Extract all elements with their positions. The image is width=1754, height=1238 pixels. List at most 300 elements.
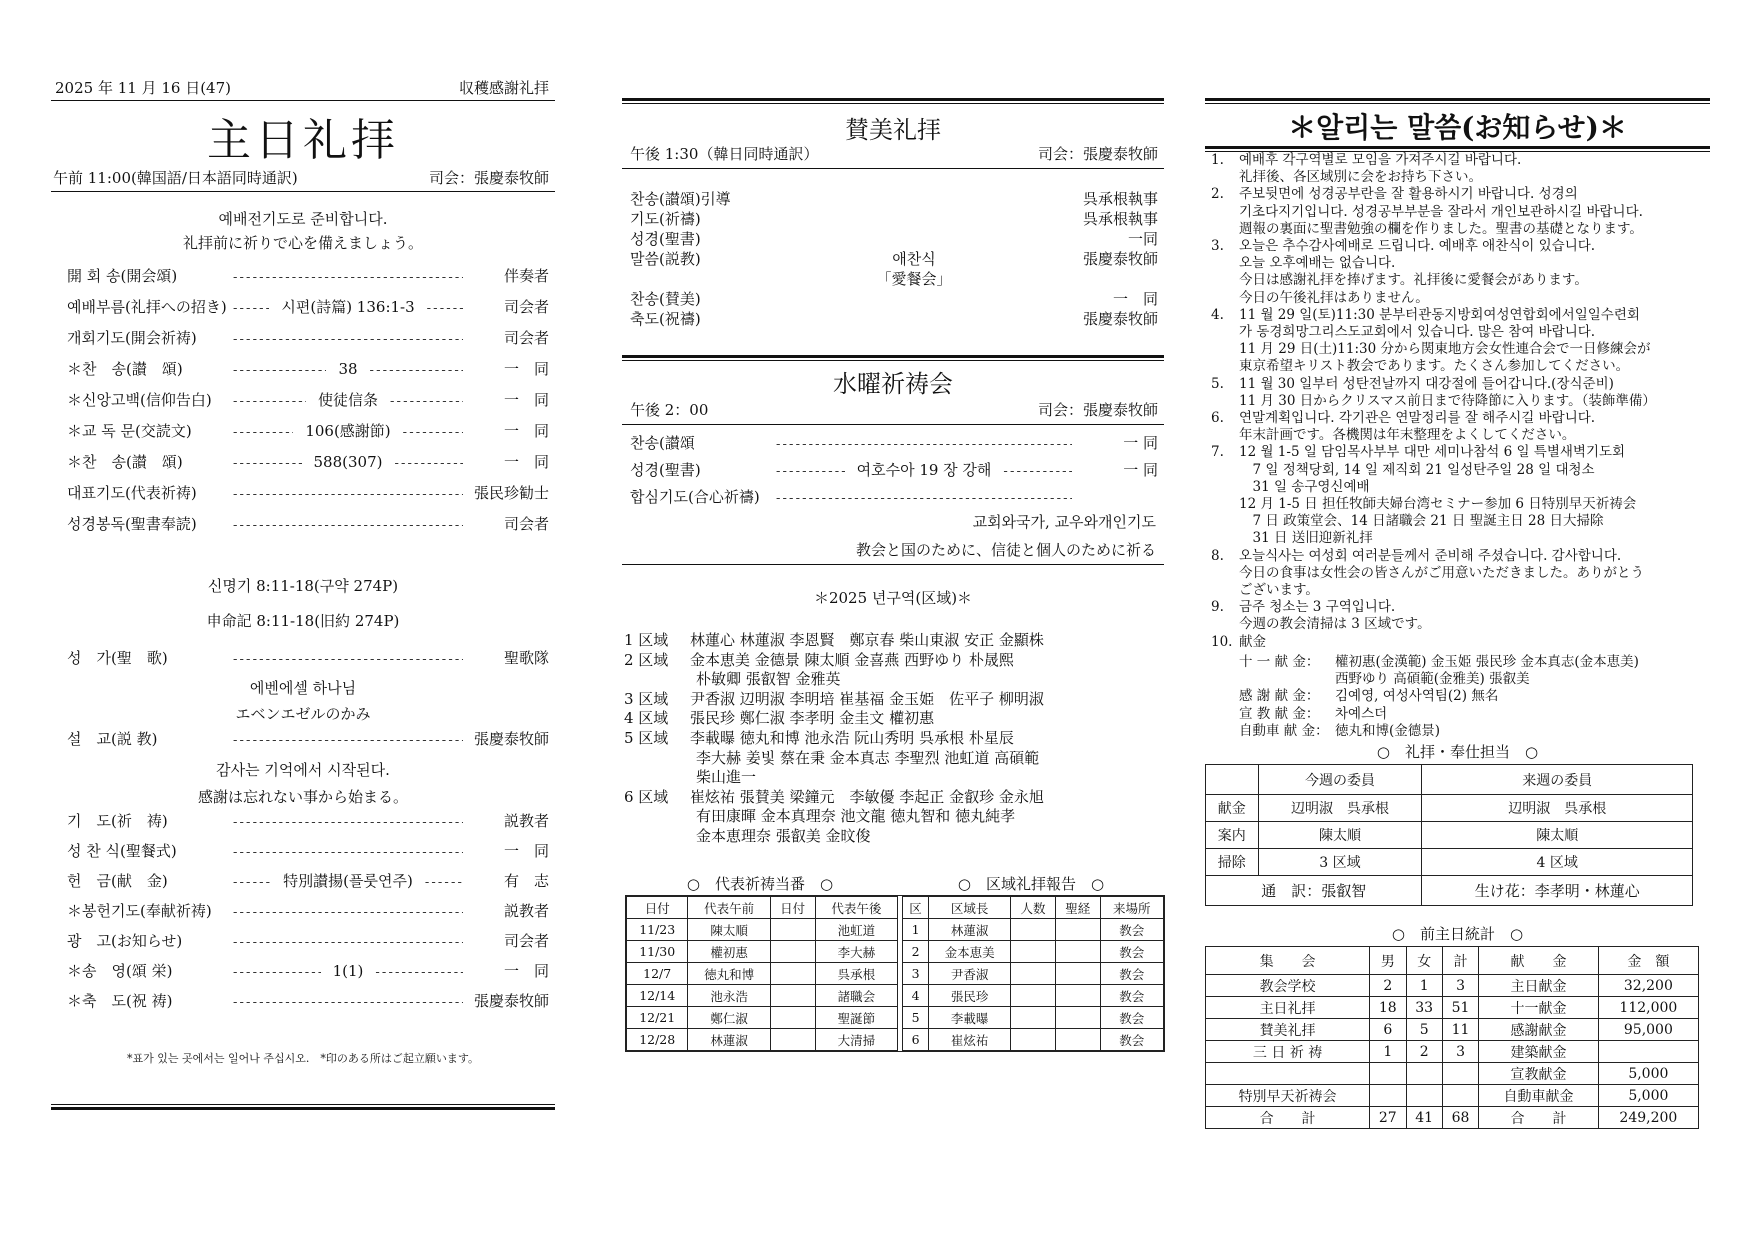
choir-row bbox=[67, 647, 549, 681]
interpreter: 通 訳：張叡智 bbox=[1206, 876, 1422, 906]
program-item bbox=[67, 840, 549, 870]
notice-text: 11 月 29 日(土)11:30 分から関東地方会女性連合会で一日修練会が bbox=[1239, 341, 1651, 358]
notice-line bbox=[1211, 496, 1716, 513]
district-members: 李大赫 姜빛 蔡在秉 金本真志 李聖烈 池虹道 高碩範 bbox=[696, 748, 1040, 767]
table-cell bbox=[770, 963, 815, 985]
table-row bbox=[903, 1029, 1164, 1051]
program-item bbox=[630, 308, 1158, 328]
prep-ja: 礼拝前に祈りで心を備えましょう。 bbox=[182, 234, 423, 252]
duty-frame bbox=[1205, 764, 1693, 906]
district-members: 崔炫祐 張賛美 梁鐘元 李敏優 李起正 金叡珍 金永旭 bbox=[690, 787, 1044, 806]
program-label: 찬송(讃頌 bbox=[630, 434, 695, 452]
table-cell: 11 bbox=[1442, 1019, 1478, 1041]
table-cell bbox=[770, 985, 815, 1007]
table-cell: 教会 bbox=[1100, 1007, 1163, 1029]
table-cell: 11/30 bbox=[627, 941, 688, 963]
program-label: ＊찬 송(讃 頌) bbox=[67, 360, 183, 378]
table-header: 日付 bbox=[627, 897, 688, 919]
program-leader: 一 同 bbox=[1112, 290, 1158, 308]
table-header: 今週の委員 bbox=[1258, 765, 1422, 795]
leader-dots bbox=[233, 932, 463, 950]
program-leader: 一 同 bbox=[504, 962, 550, 980]
program-leader: 張慶泰牧師 bbox=[1082, 250, 1158, 268]
table-row bbox=[1206, 795, 1693, 822]
program-item bbox=[630, 208, 1158, 228]
table-cell bbox=[1406, 1063, 1442, 1085]
district-row bbox=[624, 730, 1164, 750]
district-members: 林蓮心 林蓮淑 李恩賢 鄭京春 柴山東淑 安正 金顯株 bbox=[690, 631, 1044, 649]
table-cell bbox=[1370, 1063, 1406, 1085]
table-cell bbox=[1011, 919, 1056, 941]
table-cell: 3 区域 bbox=[1258, 849, 1422, 876]
program-leader: 一 同 bbox=[504, 391, 550, 409]
table-cell: 12/21 bbox=[627, 1007, 688, 1029]
notice-text: 12 月 1-5 日 担任牧師夫婦台湾セミナー参加 6 日特別早天祈祷会 bbox=[1239, 496, 1637, 513]
program-item bbox=[67, 870, 549, 900]
leader-dots bbox=[233, 730, 463, 748]
leader-dots bbox=[776, 488, 1072, 506]
table-header: 聖経 bbox=[1055, 897, 1100, 919]
table-cell bbox=[1598, 1041, 1698, 1063]
notice-text: 예배후 각구역별로 모임을 가져주시길 바랍니다. bbox=[1239, 152, 1522, 168]
district-name bbox=[624, 808, 696, 828]
program-item bbox=[67, 451, 549, 482]
table-cell: 2 bbox=[903, 941, 929, 963]
table-row bbox=[627, 919, 898, 941]
district-name: 2 区域 bbox=[624, 650, 669, 669]
table-header: 計 bbox=[1442, 947, 1478, 975]
table-cell: 林蓮淑 bbox=[688, 1029, 770, 1051]
offering-line bbox=[1239, 688, 1639, 705]
notice-line bbox=[1211, 255, 1716, 272]
table-cell bbox=[770, 1007, 815, 1029]
sermon-row bbox=[67, 728, 549, 762]
table-header: 男 bbox=[1370, 947, 1406, 975]
bulletin-date: 2025 年 11 月 16 日(47) bbox=[55, 79, 231, 97]
district-row bbox=[624, 652, 1164, 672]
program-leader: 一 同 bbox=[503, 842, 549, 860]
leader-dots bbox=[233, 267, 463, 285]
table-cell bbox=[1055, 1007, 1100, 1029]
program-leader: 説教者 bbox=[503, 812, 549, 830]
district-name: 4 区域 bbox=[624, 709, 669, 728]
notice-line bbox=[1211, 358, 1716, 375]
table-cell: 池虹道 bbox=[815, 919, 897, 941]
tables-frame bbox=[625, 895, 1165, 1052]
notice-text: 7 日 政策堂会、14 日諸職会 21 日 聖誕主日 28 日大掃除 bbox=[1239, 513, 1604, 530]
table-cell: 68 bbox=[1442, 1107, 1478, 1129]
notice-text: 12 월 1-5 일 담임목사부부 대만 세미나참석 6 일 특별새벽기도회 bbox=[1239, 444, 1626, 461]
program-item bbox=[67, 389, 549, 420]
program-leader: 司会者 bbox=[503, 329, 549, 347]
table-cell: 51 bbox=[1442, 997, 1478, 1019]
duty-table bbox=[626, 896, 898, 1051]
leader-dots bbox=[1003, 461, 1072, 479]
table-cell: 3 bbox=[1442, 975, 1478, 997]
district-members: 張民珍 鄭仁淑 李孝明 金圭文 權初惠 bbox=[690, 709, 935, 728]
program-label: 찬송(讃頌)引導 bbox=[630, 190, 731, 208]
leader-dots bbox=[233, 391, 306, 409]
program-item bbox=[67, 728, 549, 762]
notice-line bbox=[1211, 221, 1716, 238]
table-cell bbox=[1011, 941, 1056, 963]
stats-heading: ○ 前主日統計 ○ bbox=[1391, 925, 1524, 943]
table-cell: 陳太順 bbox=[1258, 822, 1422, 849]
program-label: 성 찬 식(聖餐式) bbox=[67, 842, 177, 860]
program-item bbox=[67, 327, 549, 358]
praise-title: 賛美礼拝 bbox=[845, 116, 941, 144]
program-leader: 有 志 bbox=[504, 872, 550, 890]
notices-title: ＊알리는 말씀(お知らせ)＊ bbox=[1288, 111, 1627, 144]
table-cell: 特別早天祈祷会 bbox=[1206, 1085, 1370, 1107]
program-leader: 一 同 bbox=[503, 422, 549, 440]
table-row bbox=[1206, 997, 1699, 1019]
table-cell: 12/28 bbox=[627, 1029, 688, 1051]
program-label: 축도(祝禱) bbox=[630, 310, 701, 328]
divider bbox=[622, 564, 1164, 565]
table-cell: 5 bbox=[903, 1007, 929, 1029]
table-cell: 1 bbox=[903, 919, 929, 941]
leader-dots bbox=[233, 360, 326, 378]
table-cell: 三 日 祈 祷 bbox=[1206, 1041, 1370, 1063]
table-cell: 主日献金 bbox=[1479, 975, 1599, 997]
table-cell: 建築献金 bbox=[1479, 1041, 1599, 1063]
wed-time: 午後 2：00 bbox=[630, 401, 709, 419]
district-members: 柴山進一 bbox=[696, 768, 757, 787]
notice-line bbox=[1211, 186, 1716, 203]
notice-text: 週報の裏面に聖書勉強の欄を作りました。聖書の基礎となります。 bbox=[1239, 220, 1643, 237]
choir-ja: エベンエゼルのかみ bbox=[235, 705, 371, 723]
notice-line bbox=[1211, 427, 1716, 444]
sermon-ja: 感謝は忘れない事から始まる。 bbox=[197, 788, 408, 806]
table-cell: 合 計 bbox=[1479, 1107, 1599, 1129]
program-item bbox=[630, 228, 1158, 248]
program-leader: 一 同 bbox=[503, 453, 549, 471]
notice-text: 礼拝後、各区域別に会をお持ち下さい。 bbox=[1239, 169, 1482, 186]
table-cell: 十一献金 bbox=[1479, 997, 1599, 1019]
leader-dots bbox=[776, 434, 1072, 452]
notice-text: 7 일 정책당회, 14 일 제직회 21 일성탄주일 28 일 대청소 bbox=[1239, 461, 1595, 478]
program-label: 開 회 송(開会頌) bbox=[67, 267, 178, 285]
notice-text: 가 동경희망그리스도교회에서 있습니다. 많은 참여 바랍니다. bbox=[1239, 324, 1596, 341]
notice-number: 1. bbox=[1211, 152, 1224, 168]
table-cell bbox=[1370, 1085, 1406, 1107]
notice-number: 9. bbox=[1211, 599, 1224, 616]
praise-time-line bbox=[630, 146, 1158, 163]
table-header: 代表午後 bbox=[815, 897, 897, 919]
table-cell bbox=[1442, 1063, 1478, 1085]
program-label: 찬송(賛美) bbox=[630, 290, 701, 308]
program-item bbox=[67, 296, 549, 327]
wed-prayer-ko: 교회와국가, 교우와개인기도 bbox=[972, 513, 1156, 531]
table-cell: 教会 bbox=[1100, 985, 1163, 1007]
service-type: 収穫感謝礼拝 bbox=[458, 79, 549, 97]
offering-label: 感 謝 献 金： bbox=[1239, 688, 1320, 705]
table-cell: 權初惠 bbox=[688, 941, 770, 963]
district-members: 金本恵美 金德景 陳太順 金喜燕 西野ゆり 朴晟熙 bbox=[690, 650, 1014, 669]
notice-line bbox=[1211, 307, 1716, 324]
table-header bbox=[1206, 765, 1259, 795]
leader-dots bbox=[390, 391, 463, 409]
notice-text: 今週の教会清掃は 3 区域です。 bbox=[1239, 616, 1431, 633]
program-item bbox=[67, 358, 549, 389]
table-cell bbox=[770, 941, 815, 963]
table-cell: 賛美礼拝 bbox=[1206, 1019, 1370, 1041]
notice-line bbox=[1211, 462, 1716, 479]
program-label: 설 교(説 教) bbox=[67, 730, 158, 748]
program-label: 기도(祈禱) bbox=[630, 210, 701, 228]
district-row bbox=[624, 789, 1164, 809]
notice-line bbox=[1211, 616, 1716, 633]
bottom-rule bbox=[51, 1104, 555, 1110]
notice-line bbox=[1211, 565, 1716, 582]
district-members: 朴敏卿 張叡智 金雅英 bbox=[696, 670, 841, 689]
table-cell: 12/14 bbox=[627, 985, 688, 1007]
program-label: ＊축 도(祝 祷) bbox=[67, 992, 173, 1010]
notice-text: 31 일 송구영신예배 bbox=[1239, 478, 1370, 495]
table-cell: 4 区域 bbox=[1422, 849, 1693, 876]
program-item bbox=[630, 486, 1158, 513]
table-cell: 5 bbox=[1406, 1019, 1442, 1041]
stats-table bbox=[1205, 946, 1699, 1129]
table-row bbox=[1206, 1107, 1699, 1129]
table-cell: 李載曝 bbox=[929, 1007, 1011, 1029]
notice-number: 2. bbox=[1211, 186, 1224, 203]
notice-number: 6. bbox=[1211, 410, 1224, 427]
table-row bbox=[627, 1007, 898, 1029]
district-row bbox=[624, 750, 1164, 770]
district-row bbox=[624, 671, 1164, 691]
program-label: 대표기도(代表祈祷) bbox=[67, 484, 197, 502]
report-heading: ○ 区域礼拝報告 ○ bbox=[957, 875, 1105, 893]
table-cell bbox=[1442, 1085, 1478, 1107]
presider: 司会：張慶泰牧師 bbox=[428, 169, 549, 187]
program-leader: 呉承根執事 bbox=[1082, 210, 1158, 228]
notice-line bbox=[1211, 324, 1716, 341]
notices-list bbox=[1211, 152, 1716, 651]
table-row bbox=[627, 985, 898, 1007]
offering-line bbox=[1239, 654, 1639, 671]
divider bbox=[622, 424, 1164, 425]
table-cell bbox=[1011, 1007, 1056, 1029]
district-row bbox=[624, 632, 1164, 652]
wed-prayer-ja: 教会と国のために、信徒と個人のために祈る bbox=[855, 541, 1156, 559]
table-cell bbox=[1055, 1029, 1100, 1051]
notice-text: 今日の午後礼拝はありません。 bbox=[1239, 289, 1429, 306]
table-cell: 鄭仁淑 bbox=[688, 1007, 770, 1029]
notice-text: 11 월 30 일부터 성탄전날까지 대강절에 들어갑니다.(장식준비) bbox=[1239, 375, 1614, 392]
divider bbox=[51, 191, 555, 192]
program-leader: 張慶泰牧師 bbox=[473, 730, 549, 748]
notice-line bbox=[1211, 513, 1716, 530]
program-leader: 一同 bbox=[1127, 230, 1158, 248]
program-item bbox=[67, 930, 549, 960]
table-row bbox=[1206, 849, 1693, 876]
table-header: 日付 bbox=[770, 897, 815, 919]
program-label: ＊교 독 문(交読文) bbox=[67, 422, 192, 440]
table-cell: 尹香淑 bbox=[929, 963, 1011, 985]
table-row bbox=[1206, 1019, 1699, 1041]
district-name: 3 区域 bbox=[624, 689, 669, 708]
weekly-duty-table bbox=[1205, 764, 1693, 906]
notice-number: 5. bbox=[1211, 375, 1224, 392]
praise-program bbox=[630, 188, 1158, 328]
district-row bbox=[624, 710, 1164, 730]
leader-dots bbox=[370, 360, 463, 378]
program-leader: 張民珍勧士 bbox=[473, 484, 549, 502]
table-cell: 11/23 bbox=[627, 919, 688, 941]
district-name bbox=[624, 828, 696, 848]
program-label: 기 도(祈 祷) bbox=[67, 812, 168, 830]
notice-text: 연말계획입니다. 각기관은 연말정리를 잘 해주시길 바랍니다. bbox=[1239, 410, 1596, 427]
offering-names: 차예스더 bbox=[1335, 705, 1388, 722]
table-cell: 辺明淑 呉承根 bbox=[1258, 795, 1422, 822]
program-leader: 司会者 bbox=[504, 298, 550, 316]
table-cell: 案内 bbox=[1206, 822, 1259, 849]
table-cell: 3 bbox=[903, 963, 929, 985]
table-header: 区 bbox=[903, 897, 929, 919]
program-label: 헌 금(献 金) bbox=[67, 872, 168, 890]
offering-line bbox=[1239, 706, 1639, 723]
scripture-ko: 신명기 8:11-18(구약 274P) bbox=[207, 577, 399, 595]
table-cell: 教会 bbox=[1100, 1029, 1163, 1051]
program-leader: 呉承根執事 bbox=[1082, 190, 1158, 208]
program-detail: 38 bbox=[338, 360, 358, 378]
program-item bbox=[630, 268, 1158, 288]
table-cell: 合 計 bbox=[1206, 1107, 1370, 1129]
table-cell: 宣教献金 bbox=[1479, 1063, 1599, 1085]
district-title: ＊2025 년구역(区域)＊ bbox=[813, 589, 973, 607]
notice-line bbox=[1211, 548, 1716, 565]
duty-heading: ○ 礼拝・奉仕担当 ○ bbox=[1376, 743, 1539, 761]
leader-dots bbox=[375, 962, 463, 980]
leader-dots bbox=[233, 515, 463, 533]
table-cell: 教会 bbox=[1100, 919, 1163, 941]
notice-line bbox=[1211, 530, 1716, 547]
flower-arranger: 生け花：李孝明・林蓮心 bbox=[1422, 876, 1693, 906]
table-cell bbox=[1011, 963, 1056, 985]
praise-presider: 司会：張慶泰牧師 bbox=[1037, 145, 1158, 163]
notice-line bbox=[1211, 393, 1716, 410]
table-cell: 2 bbox=[1370, 975, 1406, 997]
table-header: 集 会 bbox=[1206, 947, 1370, 975]
program-label: 말씀(説教) bbox=[630, 250, 701, 268]
leader-dots bbox=[233, 992, 463, 1010]
notice-line bbox=[1211, 479, 1716, 496]
table-cell: 自動車献金 bbox=[1479, 1085, 1599, 1107]
table-cell: 41 bbox=[1406, 1107, 1442, 1129]
program-label: 성 가(聖 歌) bbox=[67, 649, 168, 667]
page-title: 主日礼拝 bbox=[207, 115, 399, 166]
table-cell: 掃除 bbox=[1206, 849, 1259, 876]
leader-dots bbox=[425, 872, 463, 890]
table-cell: 感謝献金 bbox=[1479, 1019, 1599, 1041]
program-leader: 司会者 bbox=[503, 932, 549, 950]
program-detail: 106(感謝節) bbox=[305, 422, 391, 440]
table-row bbox=[1206, 1063, 1699, 1085]
leader-dots bbox=[233, 298, 269, 316]
table-cell: 辺明淑 呉承根 bbox=[1422, 795, 1693, 822]
leader-dots bbox=[233, 484, 463, 502]
program-item bbox=[630, 288, 1158, 308]
table-cell: 1 bbox=[1406, 975, 1442, 997]
notice-text: 献金 bbox=[1239, 633, 1266, 650]
district-name bbox=[624, 671, 696, 691]
leader-dots bbox=[233, 902, 463, 920]
notice-number: 7. bbox=[1211, 444, 1224, 461]
table-cell: 教会 bbox=[1100, 963, 1163, 985]
table-cell bbox=[1055, 985, 1100, 1007]
offering-label: 十 一 献 金： bbox=[1239, 654, 1320, 670]
section-rule bbox=[622, 355, 1164, 361]
notice-line bbox=[1211, 204, 1716, 221]
table-cell: 大清掃 bbox=[815, 1029, 897, 1051]
table-cell: 教会 bbox=[1100, 941, 1163, 963]
table-row bbox=[1206, 822, 1693, 849]
table-cell: 18 bbox=[1370, 997, 1406, 1019]
notice-line bbox=[1211, 410, 1716, 427]
wed-time-line bbox=[630, 402, 1158, 419]
choir-ko: 에벤에셀 하나님 bbox=[249, 679, 357, 697]
service-time-line bbox=[53, 170, 549, 187]
program-leader: 一 同 bbox=[503, 360, 549, 378]
table-row bbox=[903, 941, 1164, 963]
table-cell: 5,000 bbox=[1598, 1085, 1698, 1107]
program-label: ＊신앙고백(信仰告白) bbox=[67, 391, 212, 409]
divider bbox=[622, 168, 1164, 169]
program-detail: 「愛餐会」 bbox=[876, 270, 952, 288]
program-item bbox=[67, 513, 549, 544]
notice-text: 年末計画です。各機関は年末整理をよくしてください。 bbox=[1239, 427, 1576, 444]
top-rule bbox=[1205, 98, 1710, 104]
notice-text: 東京希望キリスト教会であります。たくさん参加してください。 bbox=[1239, 358, 1630, 375]
table-cell: 徳丸和博 bbox=[688, 963, 770, 985]
program-detail: 시편(詩篇) 136:1-3 bbox=[281, 298, 415, 316]
leader-dots bbox=[233, 453, 302, 471]
notice-line bbox=[1211, 599, 1716, 616]
notice-line bbox=[1211, 341, 1716, 358]
praise-time: 午後 1:30（韓日同時通訳） bbox=[630, 145, 819, 163]
offering-list bbox=[1239, 654, 1639, 740]
program-detail: 여호수아 19 장 강해 bbox=[856, 461, 992, 479]
leader-dots bbox=[233, 649, 463, 667]
notice-text: 오늘은 추수감사예배로 드립니다. 예배후 애찬식이 있습니다. bbox=[1239, 238, 1596, 255]
notice-line bbox=[1211, 634, 1716, 651]
table-cell: 聖誕節 bbox=[815, 1007, 897, 1029]
order-of-service-2 bbox=[67, 810, 549, 1020]
program-detail: 1(1) bbox=[332, 962, 364, 980]
district-name: 1 区域 bbox=[624, 631, 669, 649]
program-leader: 司会者 bbox=[503, 515, 549, 533]
leader-dots bbox=[427, 298, 463, 316]
notice-number: 8. bbox=[1211, 547, 1224, 564]
district-row bbox=[624, 808, 1164, 828]
program-item bbox=[67, 265, 549, 296]
table-cell: 3 bbox=[1442, 1041, 1478, 1063]
table-cell bbox=[1055, 963, 1100, 985]
notice-line bbox=[1211, 272, 1716, 289]
program-leader: 張慶泰牧師 bbox=[473, 992, 549, 1010]
notice-line bbox=[1211, 290, 1716, 307]
notice-text: 오늘 오후예배는 없습니다. bbox=[1239, 255, 1396, 272]
table-cell: 教会学校 bbox=[1206, 975, 1370, 997]
table-cell: 95,000 bbox=[1598, 1019, 1698, 1041]
district-name bbox=[624, 750, 696, 770]
district-row bbox=[624, 769, 1164, 789]
table-cell: 5,000 bbox=[1598, 1063, 1698, 1085]
table-cell: 池永浩 bbox=[688, 985, 770, 1007]
table-header: 女 bbox=[1406, 947, 1442, 975]
